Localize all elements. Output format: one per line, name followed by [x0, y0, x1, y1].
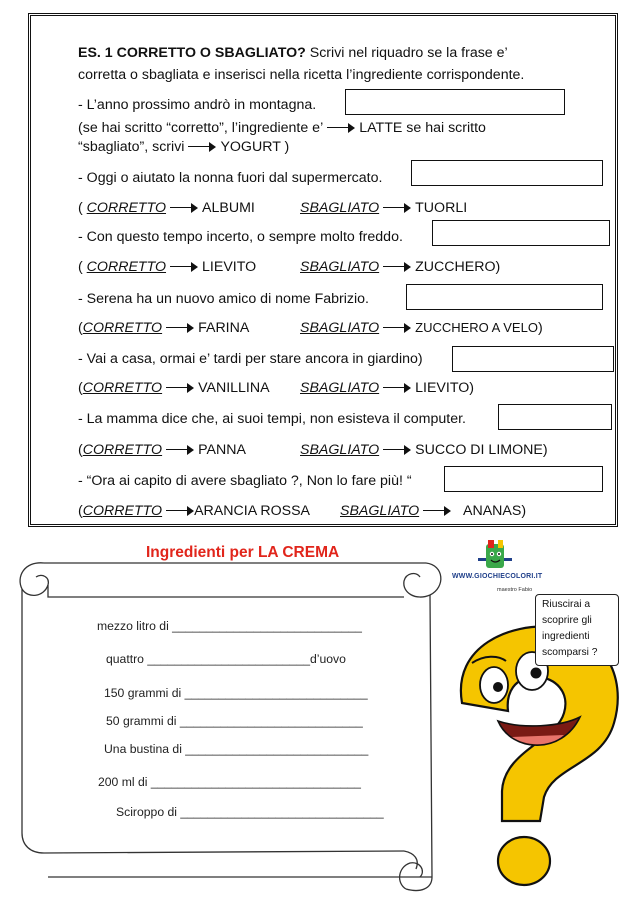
example-b1: “sbagliato”, scrivi [78, 139, 185, 155]
option-correct: CORRETTO [86, 259, 167, 275]
answer-box-5[interactable] [498, 404, 612, 430]
arrow-icon [170, 203, 198, 213]
open-paren: ( [78, 259, 87, 275]
recipe-line-6: 200 ml di _______________________________ [98, 775, 361, 789]
ingredient-wrong: ZUCCHERO [415, 259, 496, 275]
arrow-icon [166, 323, 194, 333]
options-2 [78, 259, 256, 276]
exercise-instructions: corretta o sbagliata e inserisci nella ricetta l’ingrediente corrispondente. [78, 67, 525, 83]
answer-box-intro[interactable] [345, 89, 565, 115]
answer-box-3[interactable] [406, 284, 603, 310]
sentence-6: - “Ora ai capito di avere sbagliato ?, Non lo fare più! “ [78, 473, 412, 489]
options-3-wrong [300, 320, 543, 336]
ingredient-correct: ARANCIA ROSSA [194, 503, 310, 519]
recipe-line-2: quattro ________________________d’uovo [106, 652, 346, 666]
example-line-1 [78, 120, 486, 137]
option-correct: CORRETTO [82, 380, 163, 396]
recipe-line-1: mezzo litro di ____________________________ [97, 619, 362, 633]
options-3 [78, 320, 249, 337]
option-wrong: SBAGLIATO [300, 259, 380, 275]
bubble-line: scoprire gli [542, 615, 592, 626]
arrow-icon [383, 203, 411, 213]
logo-site: WWW.GIOCHIECOLORI.IT [452, 573, 543, 580]
sentence-5: - La mamma dice che, ai suoi tempi, non esisteva il computer. [78, 411, 466, 427]
option-correct: CORRETTO [82, 320, 163, 336]
options-5-wrong [300, 442, 548, 458]
close-paren: ) [542, 442, 548, 458]
open-paren: ( [78, 503, 83, 519]
option-wrong: SBAGLIATO [300, 442, 380, 458]
answer-box-6[interactable] [444, 466, 603, 492]
arrow-icon [170, 262, 198, 272]
arrow-icon [166, 506, 194, 516]
sentence-1: - Oggi o aiutato la nonna fuori dal supermercato. [78, 170, 383, 186]
arrow-icon [166, 383, 194, 393]
arrow-icon [423, 506, 451, 516]
arrow-icon [383, 383, 411, 393]
ingredient-correct: VANILLINA [198, 380, 270, 396]
option-wrong: SBAGLIATO [300, 380, 380, 396]
arrow-icon [327, 123, 355, 133]
option-wrong: SBAGLIATO [300, 200, 380, 216]
sentence-4: - Vai a casa, ormai e’ tardi per stare ancora in giardino) [78, 351, 423, 367]
close-paren: ) [521, 503, 527, 519]
recipe-line-3: 150 grammi di ___________________________ [104, 686, 368, 700]
options-5 [78, 442, 246, 459]
sentence-2: - Con questo tempo incerto, o sempre molto freddo. [78, 229, 403, 245]
option-correct: CORRETTO [82, 442, 163, 458]
open-paren: ( [78, 442, 83, 458]
answer-box-4[interactable] [452, 346, 614, 372]
exercise-title [78, 45, 508, 62]
exercise-title-bold: ES. 1 CORRETTO O SBAGLIATO? [78, 45, 306, 61]
ingredient-correct: FARINA [198, 320, 250, 336]
example-b2: YOGURT ) [220, 139, 290, 155]
open-paren: ( [78, 200, 87, 216]
bubble-line: Riuscirai a [542, 599, 591, 610]
answer-box-2[interactable] [432, 220, 610, 246]
options-6 [78, 503, 310, 520]
options-2-wrong [300, 259, 500, 275]
option-correct: CORRETTO [82, 503, 163, 519]
arrow-icon [383, 445, 411, 455]
open-paren: ( [78, 380, 83, 396]
options-1-wrong [300, 200, 467, 216]
arrow-icon [166, 445, 194, 455]
recipe-line-4: 50 grammi di ___________________________ [106, 714, 363, 728]
options-6-wrong [340, 503, 526, 519]
logo-pencil-icon [476, 540, 516, 574]
recipe-line-7: Sciroppo di ______________________________ [116, 805, 384, 819]
ingredient-wrong: SUCCO DI LIMONE [415, 442, 543, 458]
ingredient-correct: ALBUMI [202, 200, 255, 216]
options-4-wrong [300, 380, 474, 396]
speech-bubble [535, 594, 619, 666]
recipe-line-5: Una bustina di ___________________________ [104, 742, 369, 756]
recipe-title: Ingredienti per LA CREMA [146, 544, 340, 561]
options-4 [78, 380, 270, 397]
ingredient-wrong: TUORLI [415, 200, 468, 216]
bubble-line: ingredienti [542, 631, 590, 642]
close-paren: ) [537, 320, 543, 336]
bubble-line: scomparsi ? [542, 647, 598, 658]
example-line-2 [78, 139, 289, 156]
example-a1: (se hai scritto “corretto”, l’ingrediente e’ [78, 120, 324, 136]
ingredient-wrong: ZUCCHERO A VELO [415, 320, 538, 335]
arrow-icon [383, 323, 411, 333]
ingredient-correct: LIEVITO [202, 259, 257, 275]
intro-sentence: - L’anno prossimo andrò in montagna. [78, 97, 317, 113]
ingredient-correct: PANNA [198, 442, 246, 458]
arrow-icon [383, 262, 411, 272]
answer-box-1[interactable] [411, 160, 603, 186]
option-wrong: SBAGLIATO [300, 320, 380, 336]
sentence-3: - Serena ha un nuovo amico di nome Fabrizio. [78, 291, 370, 307]
arrow-icon [188, 142, 216, 152]
option-wrong: SBAGLIATO [340, 503, 420, 519]
example-a2: LATTE se hai scritto [359, 120, 486, 136]
option-correct: CORRETTO [86, 200, 167, 216]
ingredient-wrong: ANANAS [463, 503, 522, 519]
options-1 [78, 200, 255, 217]
close-paren: ) [469, 380, 475, 396]
exercise-title-rest: Scrivi nel riquadro se la frase e’ [305, 45, 508, 61]
ingredient-wrong: LIEVITO [415, 380, 470, 396]
close-paren: ) [495, 259, 501, 275]
open-paren: ( [78, 320, 83, 336]
logo-author: maestro Fabio [497, 587, 533, 593]
